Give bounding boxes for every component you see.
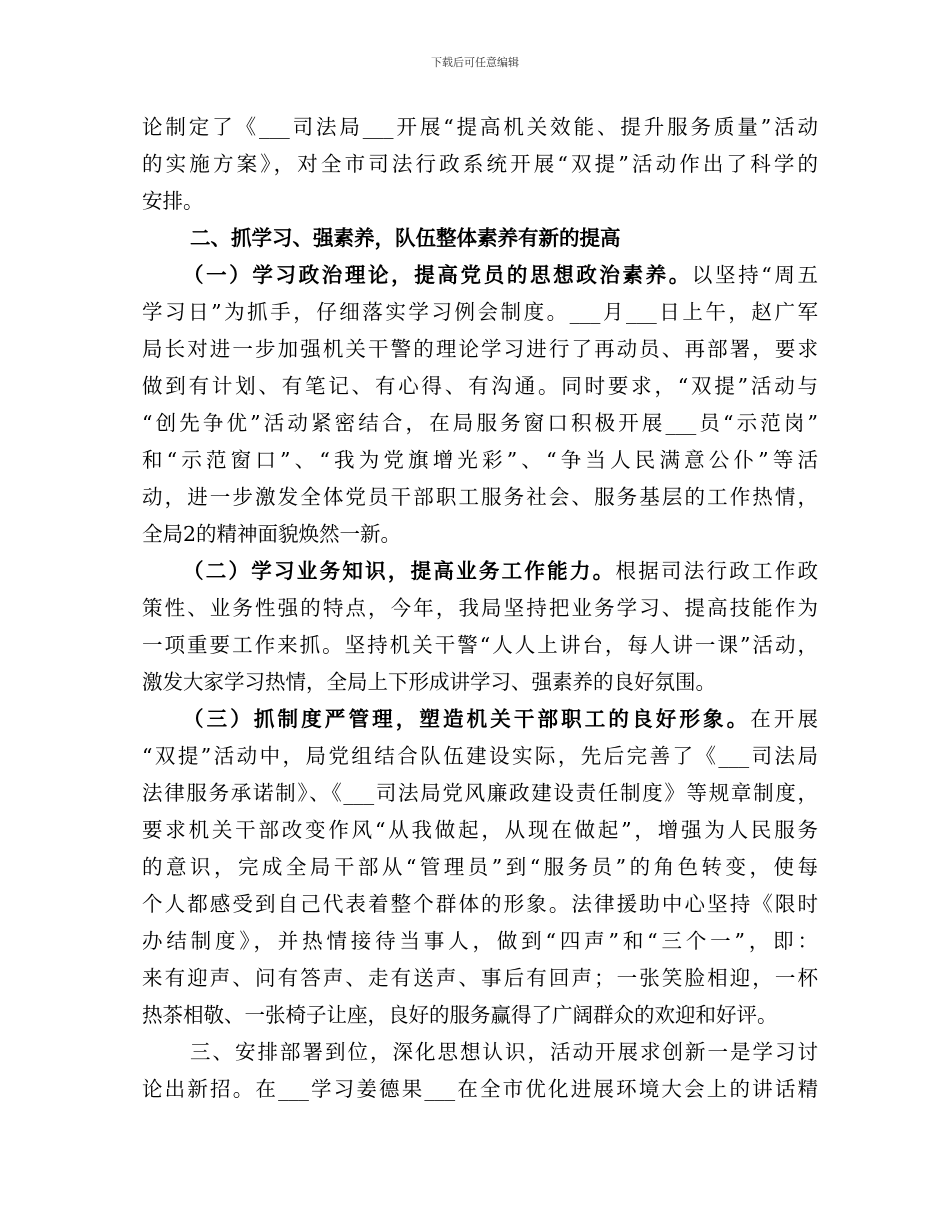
paragraph-text: 以坚持“周五 [691,263,819,287]
paragraph-line: 动，进一步激发全体党员干部职工服务社会、服务基层的工作热情， [142,485,818,509]
paragraph-line: 来有迎声、问有答声、走有送声、事后有回声；一张笑脸相迎，一杯 [142,966,818,990]
paragraph-line: 一项重要工作来抓。坚持机关干警“人人上讲台，每人讲一课”活动， [142,633,818,657]
paragraph-line: 的意识，完成全局干部从“管理员”到“服务员”的角色转变，使每 [142,855,818,879]
paragraph-line: 安排。 [142,189,204,213]
paragraph-line [142,553,818,590]
paragraph-line: “双提”活动中，局党组结合队伍建设实际，先后完善了《___司法局 [142,744,818,768]
subheading: （二）学习业务知识，提高业务工作能力。 [183,559,616,583]
document-body [142,109,818,1108]
paragraph-line [142,701,818,738]
page-header: 下载后可任意编辑 [431,56,519,69]
paragraph-line: “创先争优”活动紧密结合，在局服务窗口积极开展___员“示范岗” [142,411,818,435]
paragraph-line: 局长对进一步加强机关干警的理论学习进行了再动员、再部署，要求 [142,337,818,361]
paragraph-line: 全局2的精神面貌焕然一新。 [142,522,402,546]
paragraph-text: 根据司法行政工作政 [615,559,819,583]
paragraph-line: 的实施方案》，对全市司法行政系统开展“双提”活动作出了科学的 [142,152,818,176]
paragraph-line: 热茶相敬、一张椅子让座，良好的服务赢得了广阔群众的欢迎和好评。 [142,1003,778,1027]
paragraph-line: 论出新招。在___学习姜德果___在全市优化进展环境大会上的讲话精 [142,1077,818,1101]
paragraph-line: 学习日”为抓手，仔细落实学习例会制度。___月___日上午，赵广军 [142,300,818,324]
subheading: （一）学习政治理论，提高党员的思想政治素养。 [183,263,692,287]
paragraph-line: 办结制度》，并热情接待当事人，做到“四声”和“三个一”，即： [142,929,818,953]
paragraph-line: 要求机关干部改变作风“从我做起，从现在做起”，增强为人民服务 [142,818,818,842]
paragraph-text: 在开展 [750,707,819,731]
paragraph-line [142,257,818,294]
paragraph-line: 做到有计划、有笔记、有心得、有沟通。同时要求，“双提”活动与 [142,374,818,398]
paragraph-line: 策性、业务性强的特点，今年，我局坚持把业务学习、提高技能作为 [142,596,818,620]
paragraph-line: 个人都感受到自己代表着整个群体的形象。法律援助中心坚持《限时 [142,892,818,916]
paragraph-line: 激发大家学习热情，全局上下形成讲学习、强素养的良好氛围。 [142,670,716,694]
paragraph-line: 论制定了《___司法局___开展“提高机关效能、提升服务质量”活动 [142,115,818,139]
paragraph-line: 三、安排部署到位，深化思想认识，活动开展求创新一是学习讨 [190,1040,818,1064]
paragraph-line: 法律服务承诺制》、《___司法局党风廉政建设责任制度》等规章制度， [142,781,818,805]
paragraph-line: 和“示范窗口”、“我为党旗增光彩”、“争当人民满意公仆”等活 [142,448,818,472]
subheading: （三）抓制度严管理，塑造机关干部职工的良好形象。 [183,707,751,731]
section-heading: 二、抓学习、强素养，队伍整体素养有新的提高 [190,226,621,250]
